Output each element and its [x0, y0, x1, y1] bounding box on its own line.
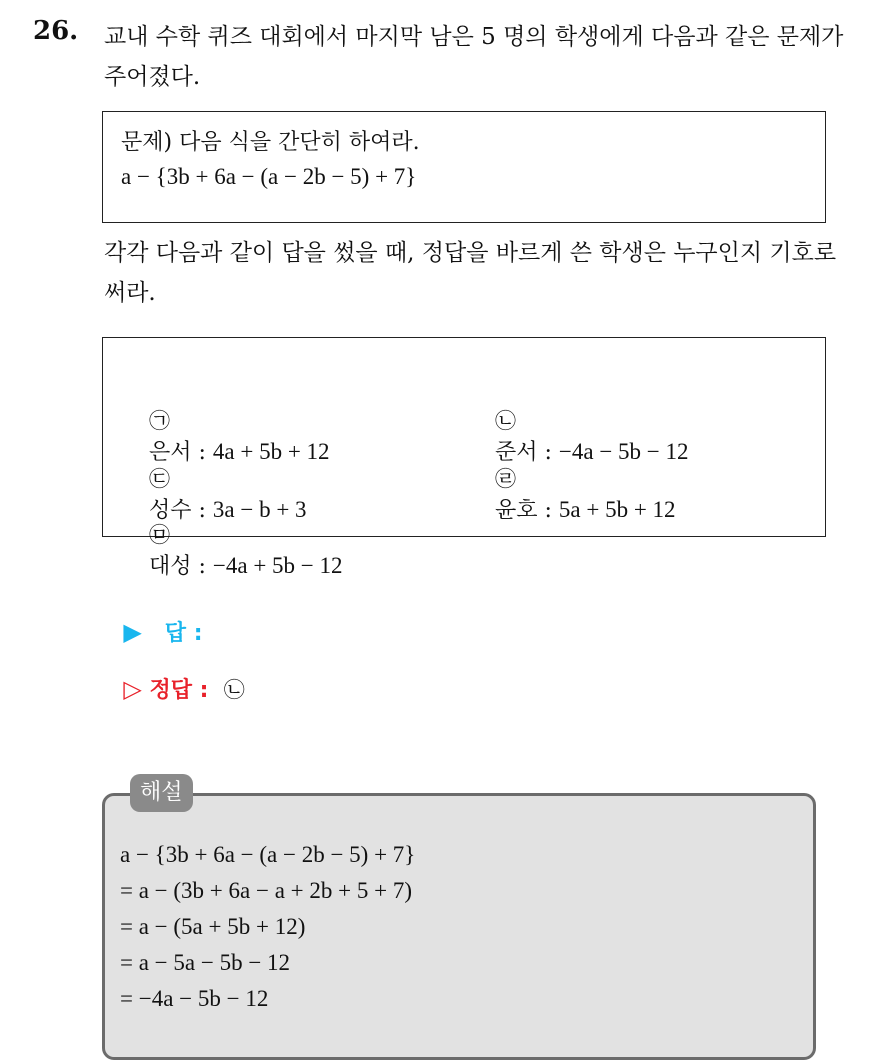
problem-box	[102, 111, 826, 223]
choice-name: 윤호	[494, 498, 538, 523]
choice-item: ㉤ 대성 : −4a + 5b − 12	[148, 523, 343, 579]
solution-tab: 해설	[130, 774, 193, 812]
choice-item: ㉢ 성수 : 3a − b + 3	[148, 467, 307, 523]
choice-marker: ㉤	[148, 523, 170, 547]
choices-box	[102, 337, 826, 579]
outline-triangle-icon: ▷	[123, 675, 142, 703]
choice-answer: 5a + 5b + 12	[558, 497, 676, 522]
choice-item: ㉣ 윤호 : 5a + 5b + 12	[494, 467, 676, 523]
choice-answer: −4a − 5b − 12	[558, 439, 689, 464]
choice-answer: 4a + 5b + 12	[212, 439, 330, 464]
choice-answer: −4a + 5b − 12	[212, 553, 343, 578]
answer-row	[108, 587, 210, 649]
instruction-text: 각각 다음과 같이 답을 썼을 때, 정답을 바르게 쓴 학생은 누구인지 기호로 써라.	[104, 240, 837, 306]
correct-answer-label: 정답 :	[149, 678, 209, 703]
choice-item: ㉡ 준서 : −4a − 5b − 12	[494, 409, 689, 465]
answer-label: 답 :	[164, 621, 203, 646]
choice-marker: ㉢	[148, 467, 170, 491]
problem-expression: a − {3b + 6a − (a − 2b − 5) + 7}	[121, 164, 417, 189]
choice-item: ㉠ 은서 : 4a + 5b + 12	[148, 409, 330, 465]
choice-name: 대성	[148, 554, 192, 579]
correct-answer-value: ㉡	[223, 678, 245, 702]
choice-name: 성수	[148, 498, 192, 523]
choice-name: 준서	[494, 440, 538, 465]
solution-line: = a − (5a + 5b + 12)	[120, 914, 306, 939]
choice-answer: 3a − b + 3	[212, 497, 307, 522]
problem-title: 문제) 다음 식을 간단히 하여라.	[121, 130, 420, 155]
choice-name: 은서	[148, 440, 192, 465]
solution-line: = −4a − 5b − 12	[120, 986, 269, 1011]
solution-line: = a − (3b + 6a − a + 2b + 5 + 7)	[120, 878, 412, 903]
solution-line: = a − 5a − 5b − 12	[120, 950, 291, 975]
choice-marker: ㉡	[494, 409, 516, 433]
correct-answer-row	[108, 644, 245, 706]
solution-line: a − {3b + 6a − (a − 2b − 5) + 7}	[120, 842, 416, 867]
choice-marker: ㉠	[148, 409, 170, 433]
choice-marker: ㉣	[494, 467, 516, 491]
question-text: 교내 수학 퀴즈 대회에서 마지막 남은 5 명의 학생에게 다음과 같은 문제가 주어졌다.	[104, 24, 844, 90]
question-number: 26.	[33, 16, 79, 46]
solution-lines	[120, 838, 415, 1018]
filled-triangle-icon: ▶	[123, 618, 142, 646]
